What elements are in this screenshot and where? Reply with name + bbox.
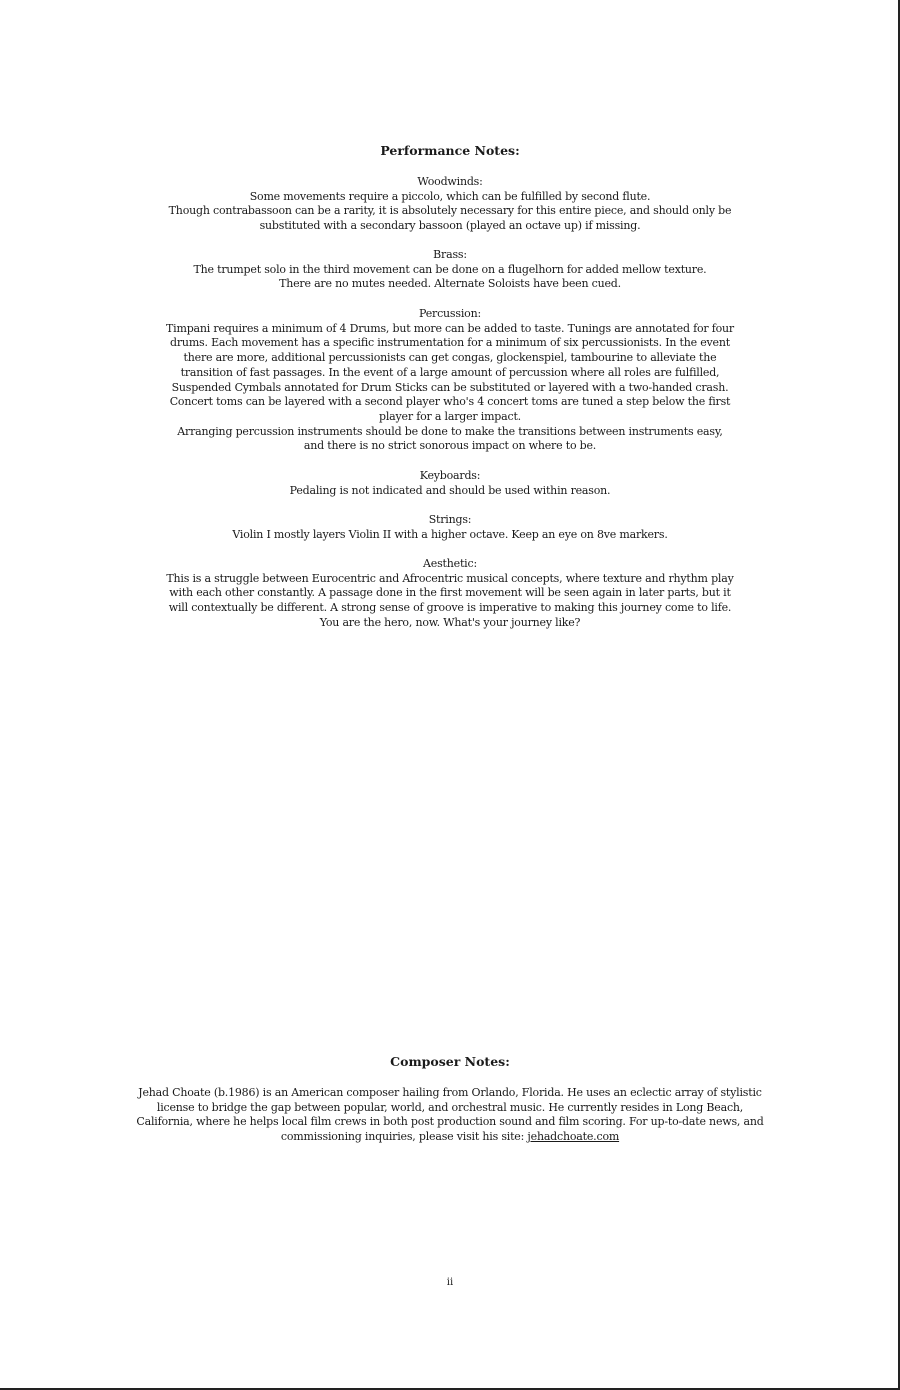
woodwinds-line: substituted with a secondary bassoon (played an octave up) if missing. — [259, 219, 641, 233]
percussion-line: player for a larger impact. — [379, 409, 521, 423]
section-heading-brass: Brass: — [433, 248, 467, 261]
brass-line: The trumpet solo in the third movement can be done on a flugelhorn for added mellow texture. — [193, 262, 707, 276]
woodwinds-line: Though contrabassoon can be a rarity, it is absolutely necessary for this entire piece, and should only be — [168, 204, 732, 218]
woodwinds-section — [125, 175, 775, 234]
strings-line: Violin I mostly layers Violin II with a higher octave. Keep an eye on 8ve markers. — [232, 527, 668, 541]
composer-last-line — [95, 1130, 805, 1145]
composer-line: California, where he helps local film crews in both post production sound and film scoring. For up-to-date news, and — [136, 1115, 764, 1129]
section-heading-woodwinds: Woodwinds: — [417, 175, 483, 188]
percussion-line: Timpani requires a minimum of 4 Drums, but more can be added to taste. Tunings are annotated for four — [166, 321, 734, 335]
section-heading-aesthetic: Aesthetic: — [423, 557, 477, 570]
brass-section — [125, 248, 775, 292]
percussion-line: Suspended Cymbals annotated for Drum Sticks can be substituted or layered with a two-handed crash. — [171, 380, 729, 394]
composer-notes-title: Composer Notes: — [390, 1054, 510, 1069]
keyboards-line: Pedaling is not indicated and should be used within reason. — [289, 483, 611, 497]
section-heading-strings: Strings: — [428, 513, 472, 526]
percussion-line: transition of fast passages. In the event of a large amount of percussion where all roles are fulfilled, — [180, 365, 720, 379]
strings-section — [125, 513, 775, 542]
composer-notes-body — [95, 1086, 805, 1145]
percussion-line: drums. Each movement has a specific instrumentation for a minimum of six percussionists. In the event — [170, 336, 730, 350]
aesthetic-line: You are the hero, now. What's your journey like? — [319, 615, 581, 629]
aesthetic-line: will contextually be different. A strong sense of groove is imperative to making this journey come to life. — [168, 601, 732, 615]
section-heading-percussion: Percussion: — [419, 307, 481, 320]
performance-notes-title: Performance Notes: — [380, 143, 520, 158]
section-heading-keyboards: Keyboards: — [419, 469, 481, 482]
percussion-line: and there is no strict sonorous impact on where to be. — [303, 439, 597, 453]
composer-line: Jehad Choate (b.1986) is an American composer hailing from Orlando, Florida. He uses an eclectic array of stylistic — [138, 1086, 762, 1099]
percussion-line: Arranging percussion instruments should be done to make the transitions between instruments easy, — [177, 424, 723, 438]
aesthetic-line: This is a struggle between Eurocentric and Afrocentric musical concepts, where texture and rhythm play — [166, 571, 734, 585]
percussion-line: there are more, additional percussionists can get congas, glockenspiel, tambourine to alleviate the — [183, 351, 717, 365]
page-number: ii — [446, 1277, 454, 1288]
percussion-line: Concert toms can be layered with a second player who's 4 concert toms are tuned a step below the first — [169, 395, 731, 409]
composer-line-prefix: commissioning inquiries, please visit his site: — [280, 1130, 528, 1144]
aesthetic-line: with each other constantly. A passage done in the first movement will be seen again in later parts, but it — [169, 586, 731, 600]
woodwinds-line: Some movements require a piccolo, which can be fulfilled by second flute. — [249, 189, 651, 203]
percussion-section — [125, 307, 775, 454]
composer-site-link[interactable]: jehadchoate.com — [527, 1130, 620, 1144]
composer-line: license to bridge the gap between popular, world, and orchestral music. He currently resides in Long Beach, — [156, 1100, 744, 1114]
keyboards-section — [125, 469, 775, 498]
aesthetic-section — [125, 557, 775, 631]
brass-line: There are no mutes needed. Alternate Soloists have been cued. — [279, 277, 621, 291]
